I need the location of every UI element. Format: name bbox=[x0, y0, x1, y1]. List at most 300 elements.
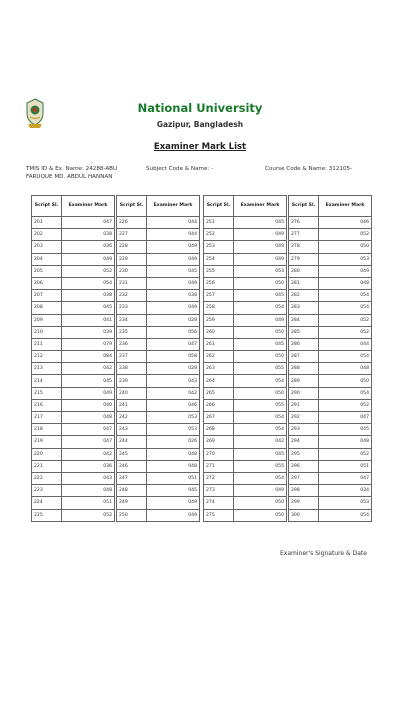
table-row bbox=[289, 241, 372, 253]
script-serial-cell: 289 bbox=[289, 375, 319, 387]
script-serial-cell: 236 bbox=[117, 338, 147, 350]
examiner-mark-cell: 050 bbox=[234, 277, 287, 289]
table-row bbox=[289, 314, 372, 326]
table-row bbox=[204, 351, 287, 363]
table-row bbox=[289, 424, 372, 436]
script-serial-cell: 237 bbox=[117, 351, 147, 363]
examiner-mark-cell: 049 bbox=[62, 253, 115, 265]
script-serial-cell: 297 bbox=[289, 472, 319, 484]
table-row bbox=[32, 338, 115, 350]
examiner-mark-cell: 044 bbox=[147, 217, 200, 229]
examiner-mark-cell: 028 bbox=[147, 314, 200, 326]
script-serial-cell: 225 bbox=[32, 509, 62, 521]
table-row bbox=[204, 509, 287, 521]
table-row bbox=[117, 290, 200, 302]
table-row bbox=[117, 326, 200, 338]
table-row bbox=[117, 241, 200, 253]
examiner-mark-cell: 036 bbox=[62, 460, 115, 472]
script-serial-cell: 283 bbox=[289, 302, 319, 314]
script-serial-cell: 224 bbox=[32, 497, 62, 509]
examiner-mark-cell: 049 bbox=[147, 509, 200, 521]
script-serial-cell: 208 bbox=[32, 302, 62, 314]
table-row bbox=[117, 412, 200, 424]
script-serial-cell: 244 bbox=[117, 436, 147, 448]
examiner-mark-cell: 045 bbox=[234, 448, 287, 460]
script-serial-cell: 257 bbox=[204, 290, 234, 302]
script-serial-cell: 218 bbox=[32, 424, 62, 436]
script-serial-cell: 227 bbox=[117, 229, 147, 241]
table-row bbox=[289, 436, 372, 448]
examiner-mark-cell: 051 bbox=[147, 472, 200, 484]
script-serial-cell: 241 bbox=[117, 399, 147, 411]
examiner-mark-cell: 052 bbox=[319, 448, 372, 460]
mark-table-1 bbox=[31, 195, 115, 522]
table-row bbox=[204, 253, 287, 265]
table-row bbox=[32, 314, 115, 326]
table-row bbox=[32, 302, 115, 314]
table-row bbox=[117, 448, 200, 460]
script-serial-cell: 206 bbox=[32, 277, 62, 289]
script-serial-cell: 230 bbox=[117, 265, 147, 277]
script-serial-cell: 282 bbox=[289, 290, 319, 302]
table-row bbox=[117, 363, 200, 375]
table-row bbox=[32, 253, 115, 265]
examiner-mark-cell: 038 bbox=[62, 290, 115, 302]
table-row bbox=[117, 302, 200, 314]
examiner-mark-cell: 054 bbox=[234, 302, 287, 314]
table-row bbox=[289, 302, 372, 314]
script-serial-cell: 274 bbox=[204, 497, 234, 509]
script-serial-cell: 210 bbox=[32, 326, 62, 338]
table-row bbox=[117, 399, 200, 411]
examiner-mark-cell: 052 bbox=[319, 314, 372, 326]
examiner-mark-cell: 045 bbox=[147, 485, 200, 497]
table-row bbox=[32, 497, 115, 509]
examiner-mark-cell: 053 bbox=[147, 424, 200, 436]
examiner-mark-cell: 054 bbox=[319, 509, 372, 521]
table-row bbox=[204, 326, 287, 338]
table-row bbox=[204, 375, 287, 387]
script-serial-cell: 202 bbox=[32, 229, 62, 241]
script-serial-cell: 290 bbox=[289, 387, 319, 399]
tmis-info: TMIS ID & Ex. Name: 24288-ABU FARUQUE MD. ABDUL HANNAN bbox=[26, 166, 118, 180]
examiner-mark-cell: 050 bbox=[234, 509, 287, 521]
table-row bbox=[117, 217, 200, 229]
examiner-mark-cell: 045 bbox=[319, 424, 372, 436]
table-row bbox=[32, 485, 115, 497]
script-serial-cell: 221 bbox=[32, 460, 62, 472]
table-row bbox=[32, 326, 115, 338]
script-serial-cell: 251 bbox=[204, 217, 234, 229]
examiner-mark-cell: 049 bbox=[147, 302, 200, 314]
script-serial-cell: 212 bbox=[32, 351, 62, 363]
examiner-mark-cell: 053 bbox=[147, 412, 200, 424]
table-header-row bbox=[289, 196, 372, 217]
mark-table-3 bbox=[203, 195, 287, 522]
script-serial-cell: 213 bbox=[32, 363, 62, 375]
mark-table-2 bbox=[116, 195, 200, 522]
examiner-mark-cell: 054 bbox=[62, 277, 115, 289]
script-serial-cell: 255 bbox=[204, 265, 234, 277]
script-serial-cell: 203 bbox=[32, 241, 62, 253]
examiner-mark-cell: 049 bbox=[234, 229, 287, 241]
examiner-mark-cell: 036 bbox=[62, 241, 115, 253]
script-serial-cell: 248 bbox=[117, 485, 147, 497]
examiner-mark-cell: 047 bbox=[62, 436, 115, 448]
examiner-mark-cell: 054 bbox=[319, 351, 372, 363]
script-serial-cell: 207 bbox=[32, 290, 62, 302]
table-row bbox=[117, 424, 200, 436]
course-info: Course Code & Name: 312105- bbox=[265, 166, 353, 172]
script-serial-cell: 264 bbox=[204, 375, 234, 387]
table-row bbox=[289, 363, 372, 375]
examiner-mark-cell: 048 bbox=[319, 436, 372, 448]
university-location: Gazipur, Bangladesh bbox=[156, 120, 244, 129]
table-row bbox=[32, 229, 115, 241]
script-serial-cell: 220 bbox=[32, 448, 62, 460]
examiner-mark-cell: 050 bbox=[234, 497, 287, 509]
script-serial-cell: 299 bbox=[289, 497, 319, 509]
examiner-mark-cell: 045 bbox=[147, 265, 200, 277]
script-serial-cell: 275 bbox=[204, 509, 234, 521]
examiner-mark-cell: 042 bbox=[147, 387, 200, 399]
subject-info: Subject Code & Name: - bbox=[146, 166, 214, 172]
table-row bbox=[32, 424, 115, 436]
table-row bbox=[32, 472, 115, 484]
table-row bbox=[117, 497, 200, 509]
table-row bbox=[289, 338, 372, 350]
table-row bbox=[117, 351, 200, 363]
table-row bbox=[117, 338, 200, 350]
table-row bbox=[117, 436, 200, 448]
examiner-mark-cell: 042 bbox=[62, 363, 115, 375]
script-serial-cell: 279 bbox=[289, 253, 319, 265]
examiner-mark-cell: 052 bbox=[319, 229, 372, 241]
script-serial-cell: 214 bbox=[32, 375, 62, 387]
table-row bbox=[289, 497, 372, 509]
script-serial-cell: 205 bbox=[32, 265, 62, 277]
examiner-mark-cell: 054 bbox=[319, 302, 372, 314]
script-serial-cell: 250 bbox=[117, 509, 147, 521]
script-serial-cell: 245 bbox=[117, 448, 147, 460]
university-name: National University bbox=[137, 101, 263, 115]
examiner-mark-cell: 051 bbox=[62, 497, 115, 509]
examiner-mark-cell: 050 bbox=[234, 326, 287, 338]
script-serial-cell: 204 bbox=[32, 253, 62, 265]
examiner-mark-cell: 052 bbox=[319, 399, 372, 411]
script-serial-cell: 235 bbox=[117, 326, 147, 338]
table-row bbox=[204, 241, 287, 253]
examiner-mark-cell: 058 bbox=[147, 351, 200, 363]
examiner-mark-cell: 049 bbox=[62, 387, 115, 399]
script-serial-cell: 216 bbox=[32, 399, 62, 411]
document-header bbox=[100, 101, 300, 129]
script-serial-cell: 295 bbox=[289, 448, 319, 460]
mark-column-header: Examiner Mark bbox=[147, 196, 200, 217]
script-serial-cell: 229 bbox=[117, 253, 147, 265]
table-row bbox=[32, 290, 115, 302]
examiner-mark-cell: 047 bbox=[62, 424, 115, 436]
script-serial-cell: 259 bbox=[204, 314, 234, 326]
examiner-mark-cell: 084 bbox=[62, 351, 115, 363]
script-serial-cell: 246 bbox=[117, 460, 147, 472]
table-row bbox=[204, 497, 287, 509]
table-row bbox=[32, 265, 115, 277]
script-serial-cell: 252 bbox=[204, 229, 234, 241]
table-row bbox=[204, 338, 287, 350]
script-serial-cell: 277 bbox=[289, 229, 319, 241]
script-serial-cell: 247 bbox=[117, 472, 147, 484]
script-serial-cell: 219 bbox=[32, 436, 62, 448]
examiner-mark-cell: 047 bbox=[319, 472, 372, 484]
examiner-mark-cell: 048 bbox=[319, 277, 372, 289]
examiner-mark-cell: 044 bbox=[147, 229, 200, 241]
examiner-mark-cell: 050 bbox=[319, 375, 372, 387]
table-row bbox=[289, 387, 372, 399]
script-serial-cell: 233 bbox=[117, 302, 147, 314]
examiner-mark-cell: 049 bbox=[319, 265, 372, 277]
table-row bbox=[204, 460, 287, 472]
table-row bbox=[32, 460, 115, 472]
script-serial-cell: 291 bbox=[289, 399, 319, 411]
script-serial-cell: 300 bbox=[289, 509, 319, 521]
examiner-mark-cell: 055 bbox=[234, 399, 287, 411]
script-serial-cell: 222 bbox=[32, 472, 62, 484]
examiner-mark-cell: 054 bbox=[234, 472, 287, 484]
examiner-mark-cell: 053 bbox=[319, 253, 372, 265]
examiner-mark-cell: 045 bbox=[234, 338, 287, 350]
examiner-mark-cell: 048 bbox=[147, 448, 200, 460]
script-serial-cell: 268 bbox=[204, 424, 234, 436]
table-row bbox=[32, 351, 115, 363]
table-row bbox=[289, 351, 372, 363]
script-serial-cell: 231 bbox=[117, 277, 147, 289]
table-row bbox=[117, 485, 200, 497]
table-row bbox=[204, 265, 287, 277]
script-serial-cell: 286 bbox=[289, 338, 319, 350]
script-serial-cell: 256 bbox=[204, 277, 234, 289]
script-serial-cell: 281 bbox=[289, 277, 319, 289]
script-serial-cell: 272 bbox=[204, 472, 234, 484]
script-serial-cell: 278 bbox=[289, 241, 319, 253]
script-serial-cell: 258 bbox=[204, 302, 234, 314]
examiner-mark-cell: 054 bbox=[234, 424, 287, 436]
examiner-mark-cell: 042 bbox=[234, 436, 287, 448]
examiner-mark-cell: 049 bbox=[234, 485, 287, 497]
table-row bbox=[204, 472, 287, 484]
script-serial-cell: 261 bbox=[204, 338, 234, 350]
examiner-mark-cell: 028 bbox=[147, 363, 200, 375]
table-row bbox=[32, 448, 115, 460]
examiner-mark-cell: 052 bbox=[62, 265, 115, 277]
mark-column-header: Examiner Mark bbox=[319, 196, 372, 217]
examiner-mark-cell: 047 bbox=[319, 412, 372, 424]
script-serial-cell: 242 bbox=[117, 412, 147, 424]
table-row bbox=[32, 241, 115, 253]
examiner-mark-cell: 042 bbox=[62, 448, 115, 460]
script-serial-cell: 243 bbox=[117, 424, 147, 436]
examiner-mark-cell: 038 bbox=[147, 290, 200, 302]
table-row bbox=[289, 229, 372, 241]
table-row bbox=[204, 424, 287, 436]
script-serial-cell: 215 bbox=[32, 387, 62, 399]
table-row bbox=[32, 375, 115, 387]
table-row bbox=[117, 509, 200, 521]
examiner-mark-cell: 045 bbox=[62, 375, 115, 387]
table-row bbox=[289, 265, 372, 277]
script-serial-cell: 269 bbox=[204, 436, 234, 448]
script-column-header: Script Sl. bbox=[289, 196, 319, 217]
university-logo-icon bbox=[25, 97, 45, 130]
table-row bbox=[289, 412, 372, 424]
examiner-mark-cell: 056 bbox=[147, 326, 200, 338]
table-row bbox=[117, 277, 200, 289]
script-serial-cell: 253 bbox=[204, 241, 234, 253]
examiner-mark-cell: 055 bbox=[234, 460, 287, 472]
script-serial-cell: 270 bbox=[204, 448, 234, 460]
examiner-mark-cell: 046 bbox=[147, 399, 200, 411]
table-row bbox=[117, 265, 200, 277]
examiner-mark-cell: 049 bbox=[147, 241, 200, 253]
examiner-mark-cell: 046 bbox=[319, 217, 372, 229]
examiner-mark-cell: 041 bbox=[62, 314, 115, 326]
table-row bbox=[204, 314, 287, 326]
examiner-mark-cell: 049 bbox=[147, 277, 200, 289]
examiner-mark-cell: 048 bbox=[319, 363, 372, 375]
table-row bbox=[289, 448, 372, 460]
table-row bbox=[117, 472, 200, 484]
examiner-signature-label: Examiner's Signature & Date bbox=[280, 550, 367, 557]
script-serial-cell: 217 bbox=[32, 412, 62, 424]
examiner-mark-cell: 049 bbox=[147, 497, 200, 509]
script-column-header: Script Sl. bbox=[117, 196, 147, 217]
table-row bbox=[289, 253, 372, 265]
examiner-mark-cell: 053 bbox=[319, 497, 372, 509]
script-serial-cell: 267 bbox=[204, 412, 234, 424]
script-serial-cell: 284 bbox=[289, 314, 319, 326]
table-row bbox=[204, 290, 287, 302]
script-serial-cell: 285 bbox=[289, 326, 319, 338]
table-row bbox=[289, 399, 372, 411]
table-row bbox=[289, 509, 372, 521]
table-row bbox=[117, 253, 200, 265]
examiner-mark-cell: 052 bbox=[62, 509, 115, 521]
examiner-mark-cell: 054 bbox=[234, 412, 287, 424]
script-serial-cell: 249 bbox=[117, 497, 147, 509]
script-serial-cell: 211 bbox=[32, 338, 62, 350]
table-row bbox=[32, 387, 115, 399]
examiner-mark-cell: 026 bbox=[147, 436, 200, 448]
table-row bbox=[117, 387, 200, 399]
script-serial-cell: 263 bbox=[204, 363, 234, 375]
script-serial-cell: 262 bbox=[204, 351, 234, 363]
examiner-mark-cell: 034 bbox=[319, 485, 372, 497]
script-serial-cell: 238 bbox=[117, 363, 147, 375]
script-serial-cell: 298 bbox=[289, 485, 319, 497]
table-row bbox=[117, 375, 200, 387]
table-row bbox=[204, 363, 287, 375]
examiner-mark-cell: 054 bbox=[234, 375, 287, 387]
script-serial-cell: 232 bbox=[117, 290, 147, 302]
table-header-row bbox=[204, 196, 287, 217]
mark-column-header: Examiner Mark bbox=[62, 196, 115, 217]
examiner-mark-cell: 079 bbox=[62, 338, 115, 350]
script-serial-cell: 260 bbox=[204, 326, 234, 338]
script-column-header: Script Sl. bbox=[32, 196, 62, 217]
table-row bbox=[32, 217, 115, 229]
script-serial-cell: 209 bbox=[32, 314, 62, 326]
table-row bbox=[32, 412, 115, 424]
examiner-mark-cell: 051 bbox=[319, 460, 372, 472]
script-serial-cell: 265 bbox=[204, 387, 234, 399]
examiner-mark-cell: 049 bbox=[147, 253, 200, 265]
examiner-mark-cell: 055 bbox=[234, 363, 287, 375]
table-row bbox=[32, 509, 115, 521]
table-row bbox=[289, 326, 372, 338]
examiner-mark-cell: 043 bbox=[147, 375, 200, 387]
script-serial-cell: 228 bbox=[117, 241, 147, 253]
table-header-row bbox=[32, 196, 115, 217]
table-row bbox=[204, 387, 287, 399]
table-row bbox=[289, 290, 372, 302]
script-column-header: Script Sl. bbox=[204, 196, 234, 217]
examiner-mark-cell: 045 bbox=[62, 302, 115, 314]
script-serial-cell: 273 bbox=[204, 485, 234, 497]
examiner-mark-cell: 054 bbox=[319, 290, 372, 302]
script-serial-cell: 271 bbox=[204, 460, 234, 472]
script-serial-cell: 240 bbox=[117, 387, 147, 399]
script-serial-cell: 280 bbox=[289, 265, 319, 277]
examiner-mark-cell: 044 bbox=[319, 338, 372, 350]
script-serial-cell: 254 bbox=[204, 253, 234, 265]
table-row bbox=[204, 302, 287, 314]
document-title: Examiner Mark List bbox=[153, 142, 247, 152]
script-serial-cell: 292 bbox=[289, 412, 319, 424]
examiner-mark-cell: 039 bbox=[62, 326, 115, 338]
examiner-mark-cell: 048 bbox=[62, 485, 115, 497]
examiner-mark-cell: 040 bbox=[62, 399, 115, 411]
script-serial-cell: 293 bbox=[289, 424, 319, 436]
table-row bbox=[289, 460, 372, 472]
mark-column-header: Examiner Mark bbox=[234, 196, 287, 217]
table-row bbox=[204, 436, 287, 448]
table-header-row bbox=[117, 196, 200, 217]
script-serial-cell: 201 bbox=[32, 217, 62, 229]
script-serial-cell: 234 bbox=[117, 314, 147, 326]
table-row bbox=[117, 229, 200, 241]
table-row bbox=[289, 485, 372, 497]
table-row bbox=[117, 314, 200, 326]
examiner-mark-cell: 038 bbox=[62, 229, 115, 241]
table-row bbox=[204, 399, 287, 411]
examiner-mark-cell: 054 bbox=[319, 387, 372, 399]
examiner-mark-cell: 047 bbox=[147, 338, 200, 350]
table-row bbox=[204, 217, 287, 229]
table-row bbox=[32, 277, 115, 289]
table-row bbox=[204, 229, 287, 241]
script-serial-cell: 276 bbox=[289, 217, 319, 229]
table-row bbox=[289, 277, 372, 289]
mark-table-4 bbox=[288, 195, 372, 522]
table-row bbox=[204, 448, 287, 460]
script-serial-cell: 223 bbox=[32, 485, 62, 497]
examiner-mark-cell: 045 bbox=[234, 217, 287, 229]
script-serial-cell: 266 bbox=[204, 399, 234, 411]
examiner-mark-cell: 049 bbox=[234, 314, 287, 326]
script-serial-cell: 288 bbox=[289, 363, 319, 375]
table-row bbox=[289, 472, 372, 484]
script-serial-cell: 296 bbox=[289, 460, 319, 472]
